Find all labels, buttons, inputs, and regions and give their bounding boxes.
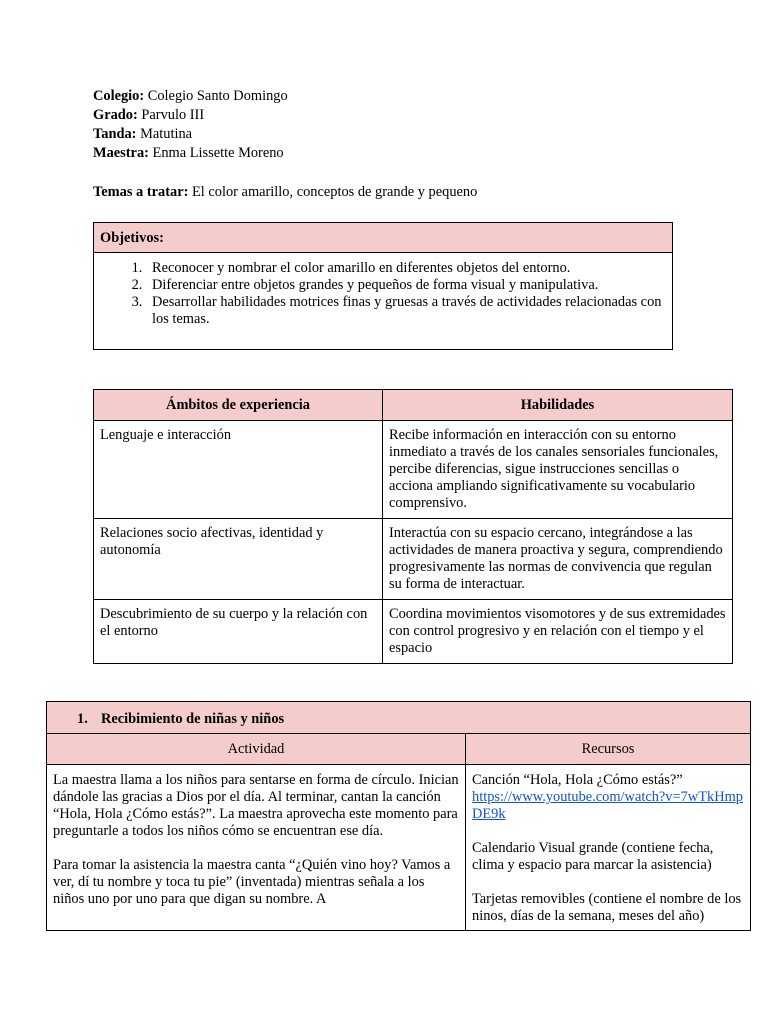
teacher-value: Enma Lissette Moreno (152, 145, 284, 161)
ambito-cell: Relaciones socio afectivas, identidad y autonomía (94, 519, 383, 600)
topics-label: Temas a tratar: (93, 184, 189, 200)
objectives-title: Objetivos: (94, 223, 673, 253)
habilidad-cell: Interactúa con su espacio cercano, integrándose a las actividades de manera proactiva y segura, comprendiendo progresivamente las normas de convivencia que regulan su forma de interactuar. (383, 519, 733, 600)
grade-label: Grado: (93, 107, 138, 123)
reception-title-text: Recibimiento de niñas y niños (101, 711, 285, 727)
habilidad-cell: Coordina movimientos visomotores y de sus extremidades con control progresivo y en relación con el tiempo y el espacio (383, 600, 733, 664)
resources-cell (466, 765, 751, 931)
shift-label: Tanda: (93, 126, 137, 142)
topics-line (93, 183, 713, 201)
reception-table (46, 701, 751, 931)
skills-table (93, 389, 733, 664)
ambito-cell: Lenguaje e interacción (94, 421, 383, 519)
shift-value: Matutina (140, 126, 193, 142)
activity-cell (47, 765, 466, 931)
table-row (94, 421, 733, 519)
teacher-line (93, 144, 693, 163)
objectives-table (93, 222, 673, 350)
topics-value: El color amarillo, conceptos de grande y pequeno (192, 184, 478, 200)
song-text: Canción “Hola, Hola ¿Cómo estás?” (472, 772, 683, 788)
objective-item: 3. Desarrollar habilidades motrices finas y gruesas a través de actividades relacionadas con los temas. (146, 294, 666, 328)
ambito-cell: Descubrimiento de su cuerpo y la relación con el entorno (94, 600, 383, 664)
objectives-list (100, 260, 666, 328)
activity-paragraph: Para tomar la asistencia la maestra canta “¿Quién vino hoy? Vamos a ver, dí tu nombre y toca tu pie” (inventada) mientras señala a los niños uno por uno para que digan su nombre. A (53, 857, 451, 907)
recursos-header: Recursos (466, 734, 751, 765)
activity-paragraph: La maestra llama a los niños para sentarse en forma de círculo. Inician dándole las gracias a Dios por el día. Al terminar, cantan la canción “Hola, Hola ¿Cómo estás?”. La maestra aprovecha este momento para preguntarle a todos los niños cómo se encuentran ese día. (53, 772, 459, 839)
habilidad-cell: Recibe información en interacción con su entorno inmediato a través de los canales sensoriales funcionales, percibe diferencias, sigue instrucciones sencillas o acciona ampliando significativamente su vocabulario comprensivo. (383, 421, 733, 519)
school-line (93, 87, 693, 106)
grade-value: Parvulo III (141, 107, 205, 123)
actividad-header: Actividad (47, 734, 466, 765)
grade-line (93, 106, 693, 125)
ambitos-header: Ámbitos de experiencia (94, 390, 383, 421)
table-row (94, 600, 733, 664)
shift-line (93, 125, 693, 144)
resource-calendar: Calendario Visual grande (contiene fecha, clima y espacio para marcar la asistencia) (472, 840, 714, 873)
table-row (94, 519, 733, 600)
resource-song (472, 772, 744, 823)
school-label: Colegio: (93, 88, 145, 104)
habilidades-header: Habilidades (383, 390, 733, 421)
youtube-link[interactable]: https://www.youtube.com/watch?v=7wTkHmpDE9k (472, 789, 743, 822)
school-value: Colegio Santo Domingo (147, 88, 288, 104)
teacher-label: Maestra: (93, 145, 149, 161)
resource-cards: Tarjetas removibles (contiene el nombre de los ninos, días de la semana, meses del año) (472, 891, 742, 924)
reception-title (47, 702, 751, 734)
objectives-cell (94, 253, 673, 350)
document-header (93, 87, 693, 163)
reception-number: 1. (77, 711, 88, 727)
objective-item: 2. Diferenciar entre objetos grandes y pequeños de forma visual y manipulativa. (146, 277, 666, 294)
objective-item: 1. Reconocer y nombrar el color amarillo en diferentes objetos del entorno. (146, 260, 666, 277)
